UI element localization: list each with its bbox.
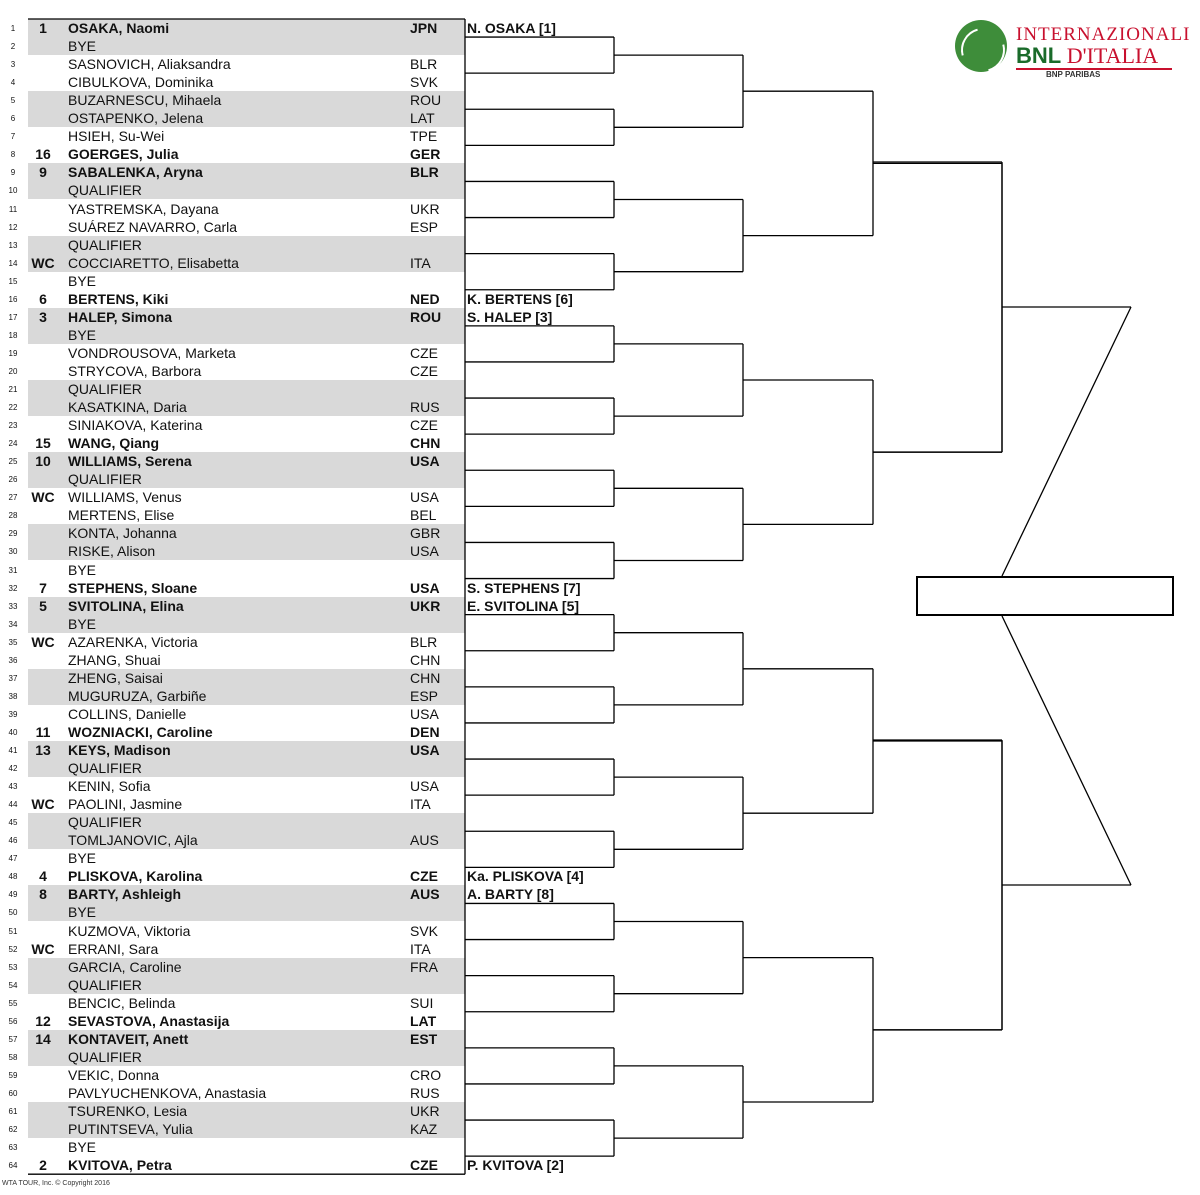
seed-label: 8	[39, 886, 47, 903]
player-name: KUZMOVA, Viktoria	[68, 922, 191, 939]
seed-label: WC	[31, 633, 55, 650]
player-name: TOMLJANOVIC, Ajla	[68, 832, 198, 849]
draw-position: 32	[8, 583, 18, 593]
draw-position: 47	[8, 854, 18, 864]
player-name: MERTENS, Elise	[68, 507, 175, 524]
country-code: LAT	[410, 1012, 437, 1029]
draw-position: 1	[10, 24, 16, 33]
draw-position: 53	[8, 962, 18, 972]
logo-line2: BNL D'ITALIA	[1016, 43, 1159, 68]
player-name: KASATKINA, Daria	[68, 399, 187, 416]
advancing-player: E. SVITOLINA [5]	[467, 597, 580, 614]
draw-position: 26	[8, 475, 18, 485]
player-name: STRYCOVA, Barbora	[68, 362, 202, 379]
country-code: GER	[410, 146, 441, 163]
player-name: KVITOVA, Petra	[68, 1157, 172, 1174]
player-name: TSURENKO, Lesia	[68, 1103, 188, 1119]
country-code: UKR	[410, 597, 441, 614]
player-name: QUALIFIER	[68, 471, 142, 488]
draw-position: 43	[8, 782, 18, 792]
seed-label: 2	[39, 1157, 47, 1174]
draw-position: 11	[8, 204, 18, 214]
draw-position: 33	[8, 601, 18, 611]
draw-position: 41	[8, 746, 18, 755]
draw-position: 28	[8, 511, 18, 521]
player-name: SEVASTOVA, Anastasija	[68, 1012, 230, 1029]
draw-position: 13	[8, 240, 18, 250]
player-name: WANG, Qiang	[68, 435, 159, 452]
advancing-player: P. KVITOVA [2]	[467, 1157, 564, 1174]
player-name: RISKE, Alison	[68, 543, 156, 560]
player-name: PLISKOVA, Karolina	[68, 868, 203, 885]
player-name: BARTY, Ashleigh	[68, 886, 182, 903]
draw-position: 4	[10, 78, 16, 88]
draw-position: 23	[8, 421, 18, 431]
player-name: HALEP, Simona	[68, 308, 172, 325]
draw-position: 8	[10, 150, 16, 160]
player-name: QUALIFIER	[68, 182, 142, 199]
player-name: BYE	[68, 272, 97, 289]
draw-position: 31	[8, 565, 18, 575]
country-code: UKR	[410, 1103, 440, 1119]
country-code: USA	[410, 453, 440, 470]
draw-position: 14	[8, 258, 18, 268]
country-code: CRO	[410, 1066, 442, 1083]
player-name: COCCIARETTO, Elisabetta	[68, 254, 239, 271]
draw-position: 57	[8, 1034, 18, 1044]
country-code: EST	[410, 1030, 438, 1047]
draw-position: 62	[8, 1125, 18, 1135]
player-name: QUALIFIER	[68, 814, 142, 831]
player-name: AZARENKA, Victoria	[68, 633, 198, 650]
country-code: SUI	[410, 994, 434, 1011]
draw-position: 42	[8, 764, 18, 774]
draw-position: 44	[8, 800, 18, 810]
draw-position: 40	[8, 727, 18, 737]
player-name: SASNOVICH, Aliaksandra	[68, 56, 231, 73]
player-name: GARCIA, Caroline	[68, 958, 182, 975]
seed-label: 13	[35, 742, 51, 758]
country-code: CHN	[410, 651, 441, 668]
country-code: USA	[410, 579, 440, 596]
copyright: WTA TOUR, Inc. © Copyright 2016	[2, 1180, 110, 1187]
seed-label: WC	[31, 940, 55, 957]
country-code: CZE	[410, 417, 438, 434]
player-name: PUTINTSEVA, Yulia	[68, 1121, 193, 1138]
advancing-player: S. HALEP [3]	[467, 308, 553, 325]
player-name: BYE	[68, 326, 97, 343]
draw-position: 35	[8, 637, 18, 647]
advancing-player: N. OSAKA [1]	[467, 20, 556, 36]
player-name: QUALIFIER	[68, 381, 142, 397]
tournament-logo	[950, 18, 1191, 82]
player-name: SUÁREZ NAVARRO, Carla	[68, 218, 238, 235]
player-name: BENCIC, Belinda	[68, 994, 176, 1011]
player-name: KONTA, Johanna	[68, 525, 177, 542]
country-code: RUS	[410, 399, 440, 416]
player-name: BYE	[68, 904, 97, 921]
country-code: USA	[410, 778, 439, 795]
draw-position: 55	[8, 998, 18, 1008]
seed-label: 6	[39, 290, 47, 307]
draw-position: 21	[8, 385, 18, 394]
draw-position: 58	[8, 1052, 18, 1062]
country-code: CZE	[410, 362, 438, 379]
advancing-player: A. BARTY [8]	[467, 886, 554, 903]
draw-position: 59	[8, 1070, 18, 1080]
country-code: RUS	[410, 1084, 440, 1101]
country-code: LAT	[410, 110, 435, 127]
draw-position: 9	[10, 168, 16, 178]
draw-position: 12	[8, 222, 18, 232]
draw-position: 18	[8, 330, 18, 340]
player-name: BYE	[68, 1139, 97, 1156]
player-name: CIBULKOVA, Dominika	[68, 74, 214, 91]
player-name: QUALIFIER	[68, 236, 142, 253]
player-name: ZHENG, Saisai	[68, 669, 163, 686]
country-code: AUS	[410, 832, 439, 849]
country-code: SVK	[410, 922, 439, 939]
player-name: YASTREMSKA, Dayana	[68, 200, 219, 217]
player-name: MUGURUZA, Garbiñe	[68, 687, 207, 704]
seed-label: WC	[31, 796, 55, 813]
seed-label: 9	[39, 164, 47, 181]
country-code: ITA	[410, 254, 431, 271]
player-name: QUALIFIER	[68, 760, 142, 777]
player-name: PAOLINI, Jasmine	[68, 796, 183, 813]
draw-position: 6	[10, 114, 16, 124]
draw-position: 17	[8, 312, 18, 322]
player-name: BYE	[68, 615, 97, 632]
player-name: VEKIC, Donna	[68, 1066, 160, 1083]
draw-position: 63	[8, 1143, 18, 1153]
country-code: JPN	[410, 20, 438, 36]
draw-position: 64	[8, 1161, 18, 1171]
country-code: BEL	[410, 507, 437, 524]
country-code: USA	[410, 489, 439, 506]
player-name: WOZNIACKI, Caroline	[68, 723, 213, 740]
draw-position: 49	[8, 890, 18, 900]
draw-position: 16	[8, 294, 18, 304]
draw-position: 15	[8, 276, 18, 286]
draw-position: 50	[8, 908, 18, 918]
country-code: KAZ	[410, 1121, 438, 1138]
draw-position: 19	[8, 348, 18, 358]
seed-label: 10	[35, 453, 51, 470]
draw-position: 29	[8, 529, 18, 539]
player-name: WILLIAMS, Serena	[68, 453, 192, 470]
seed-label: 3	[39, 308, 47, 325]
seed-label: 12	[35, 1012, 51, 1029]
advancing-player: K. BERTENS [6]	[467, 290, 573, 307]
draw-position: 52	[8, 944, 18, 954]
country-code: UKR	[410, 200, 440, 217]
final-line	[1002, 616, 1131, 885]
draw-position: 56	[8, 1016, 18, 1026]
draw-position: 3	[10, 60, 16, 70]
draw-position: 39	[8, 709, 18, 719]
country-code: BLR	[410, 164, 439, 181]
country-code: BLR	[410, 633, 438, 650]
draw-position: 45	[8, 818, 18, 828]
country-code: TPE	[410, 128, 438, 145]
seed-label: 11	[35, 723, 51, 740]
draw-position: 51	[8, 926, 18, 936]
draw-position: 20	[8, 366, 18, 376]
player-name: COLLINS, Danielle	[68, 705, 187, 722]
seed-label: 16	[35, 146, 51, 163]
seed-label: 1	[39, 20, 47, 36]
player-name: KENIN, Sofia	[68, 778, 151, 795]
seed-label: WC	[31, 489, 55, 506]
draw-position: 46	[8, 836, 18, 846]
country-code: ESP	[410, 218, 439, 235]
logo-line1: INTERNAZIONALI	[1016, 24, 1191, 45]
player-name: BERTENS, Kiki	[68, 290, 169, 307]
draw-position: 38	[8, 691, 18, 701]
player-name: PAVLYUCHENKOVA, Anastasia	[68, 1084, 267, 1101]
draw-position: 36	[8, 655, 18, 665]
player-name: QUALIFIER	[68, 1048, 142, 1065]
player-name: BYE	[68, 561, 97, 578]
seed-label: 14	[35, 1030, 51, 1047]
player-name: KONTAVEIT, Anett	[68, 1030, 189, 1047]
country-code: ROU	[410, 308, 442, 325]
seed-label: 4	[39, 868, 47, 885]
player-name: KEYS, Madison	[68, 742, 171, 758]
champion-box	[916, 576, 1174, 616]
country-code: SVK	[410, 74, 439, 91]
draw-position: 27	[8, 493, 18, 503]
draw-position: 22	[8, 403, 18, 413]
seed-label: 5	[39, 597, 47, 614]
country-code: NED	[410, 290, 440, 307]
player-name: VONDROUSOVA, Marketa	[68, 344, 236, 361]
draw-position: 48	[8, 872, 18, 882]
draw-position: 37	[8, 673, 18, 683]
country-code: ITA	[410, 940, 431, 957]
seed-label: 7	[39, 579, 47, 596]
draw-position: 30	[8, 547, 18, 557]
player-name: QUALIFIER	[68, 976, 142, 993]
country-code: ITA	[410, 796, 431, 813]
player-name: WILLIAMS, Venus	[68, 489, 182, 506]
draw-position: 60	[8, 1088, 18, 1098]
tennis-ball-icon	[955, 20, 1007, 72]
player-name: BYE	[68, 38, 97, 55]
draw-position: 54	[8, 980, 18, 990]
country-code: CZE	[410, 344, 438, 361]
draw-position: 61	[8, 1107, 18, 1116]
country-code: USA	[410, 705, 439, 722]
logo-sponsor: BNP PARIBAS	[1046, 70, 1101, 79]
advancing-player: S. STEPHENS [7]	[467, 579, 581, 596]
draw-position: 34	[8, 619, 18, 629]
player-name: SABALENKA, Aryna	[68, 164, 203, 181]
draw-position: 7	[10, 132, 16, 142]
player-name: ZHANG, Shuai	[68, 651, 161, 668]
country-code: ESP	[410, 687, 439, 704]
country-code: ROU	[410, 92, 442, 109]
country-code: CZE	[410, 868, 438, 885]
player-name: BYE	[68, 850, 97, 867]
country-code: FRA	[410, 958, 438, 975]
country-code: BLR	[410, 56, 438, 73]
country-code: CZE	[410, 1157, 438, 1174]
country-code: USA	[410, 543, 439, 560]
draw-position: 10	[8, 186, 18, 196]
country-code: CHN	[410, 435, 441, 452]
country-code: GBR	[410, 525, 441, 542]
player-name: SINIAKOVA, Katerina	[68, 417, 203, 434]
draw-position: 2	[10, 42, 16, 52]
player-name: OSAKA, Naomi	[68, 20, 170, 36]
country-code: USA	[410, 742, 440, 758]
advancing-player: Ka. PLISKOVA [4]	[467, 868, 584, 885]
player-name: ERRANI, Sara	[68, 940, 159, 957]
player-name: STEPHENS, Sloane	[68, 579, 198, 596]
player-name: SVITOLINA, Elina	[68, 597, 184, 614]
draw-position: 5	[10, 96, 16, 106]
player-name: OSTAPENKO, Jelena	[68, 110, 204, 127]
country-code: AUS	[410, 886, 440, 903]
player-name: BUZARNESCU, Mihaela	[68, 92, 222, 109]
country-code: CHN	[410, 669, 441, 686]
player-name: GOERGES, Julia	[68, 146, 179, 163]
country-code: DEN	[410, 723, 440, 740]
seed-label: 15	[35, 435, 51, 452]
seed-label: WC	[31, 254, 55, 271]
draw-position: 24	[8, 439, 18, 449]
draw-position: 25	[8, 457, 18, 467]
player-name: HSIEH, Su-Wei	[68, 128, 165, 145]
final-line	[1002, 307, 1131, 576]
